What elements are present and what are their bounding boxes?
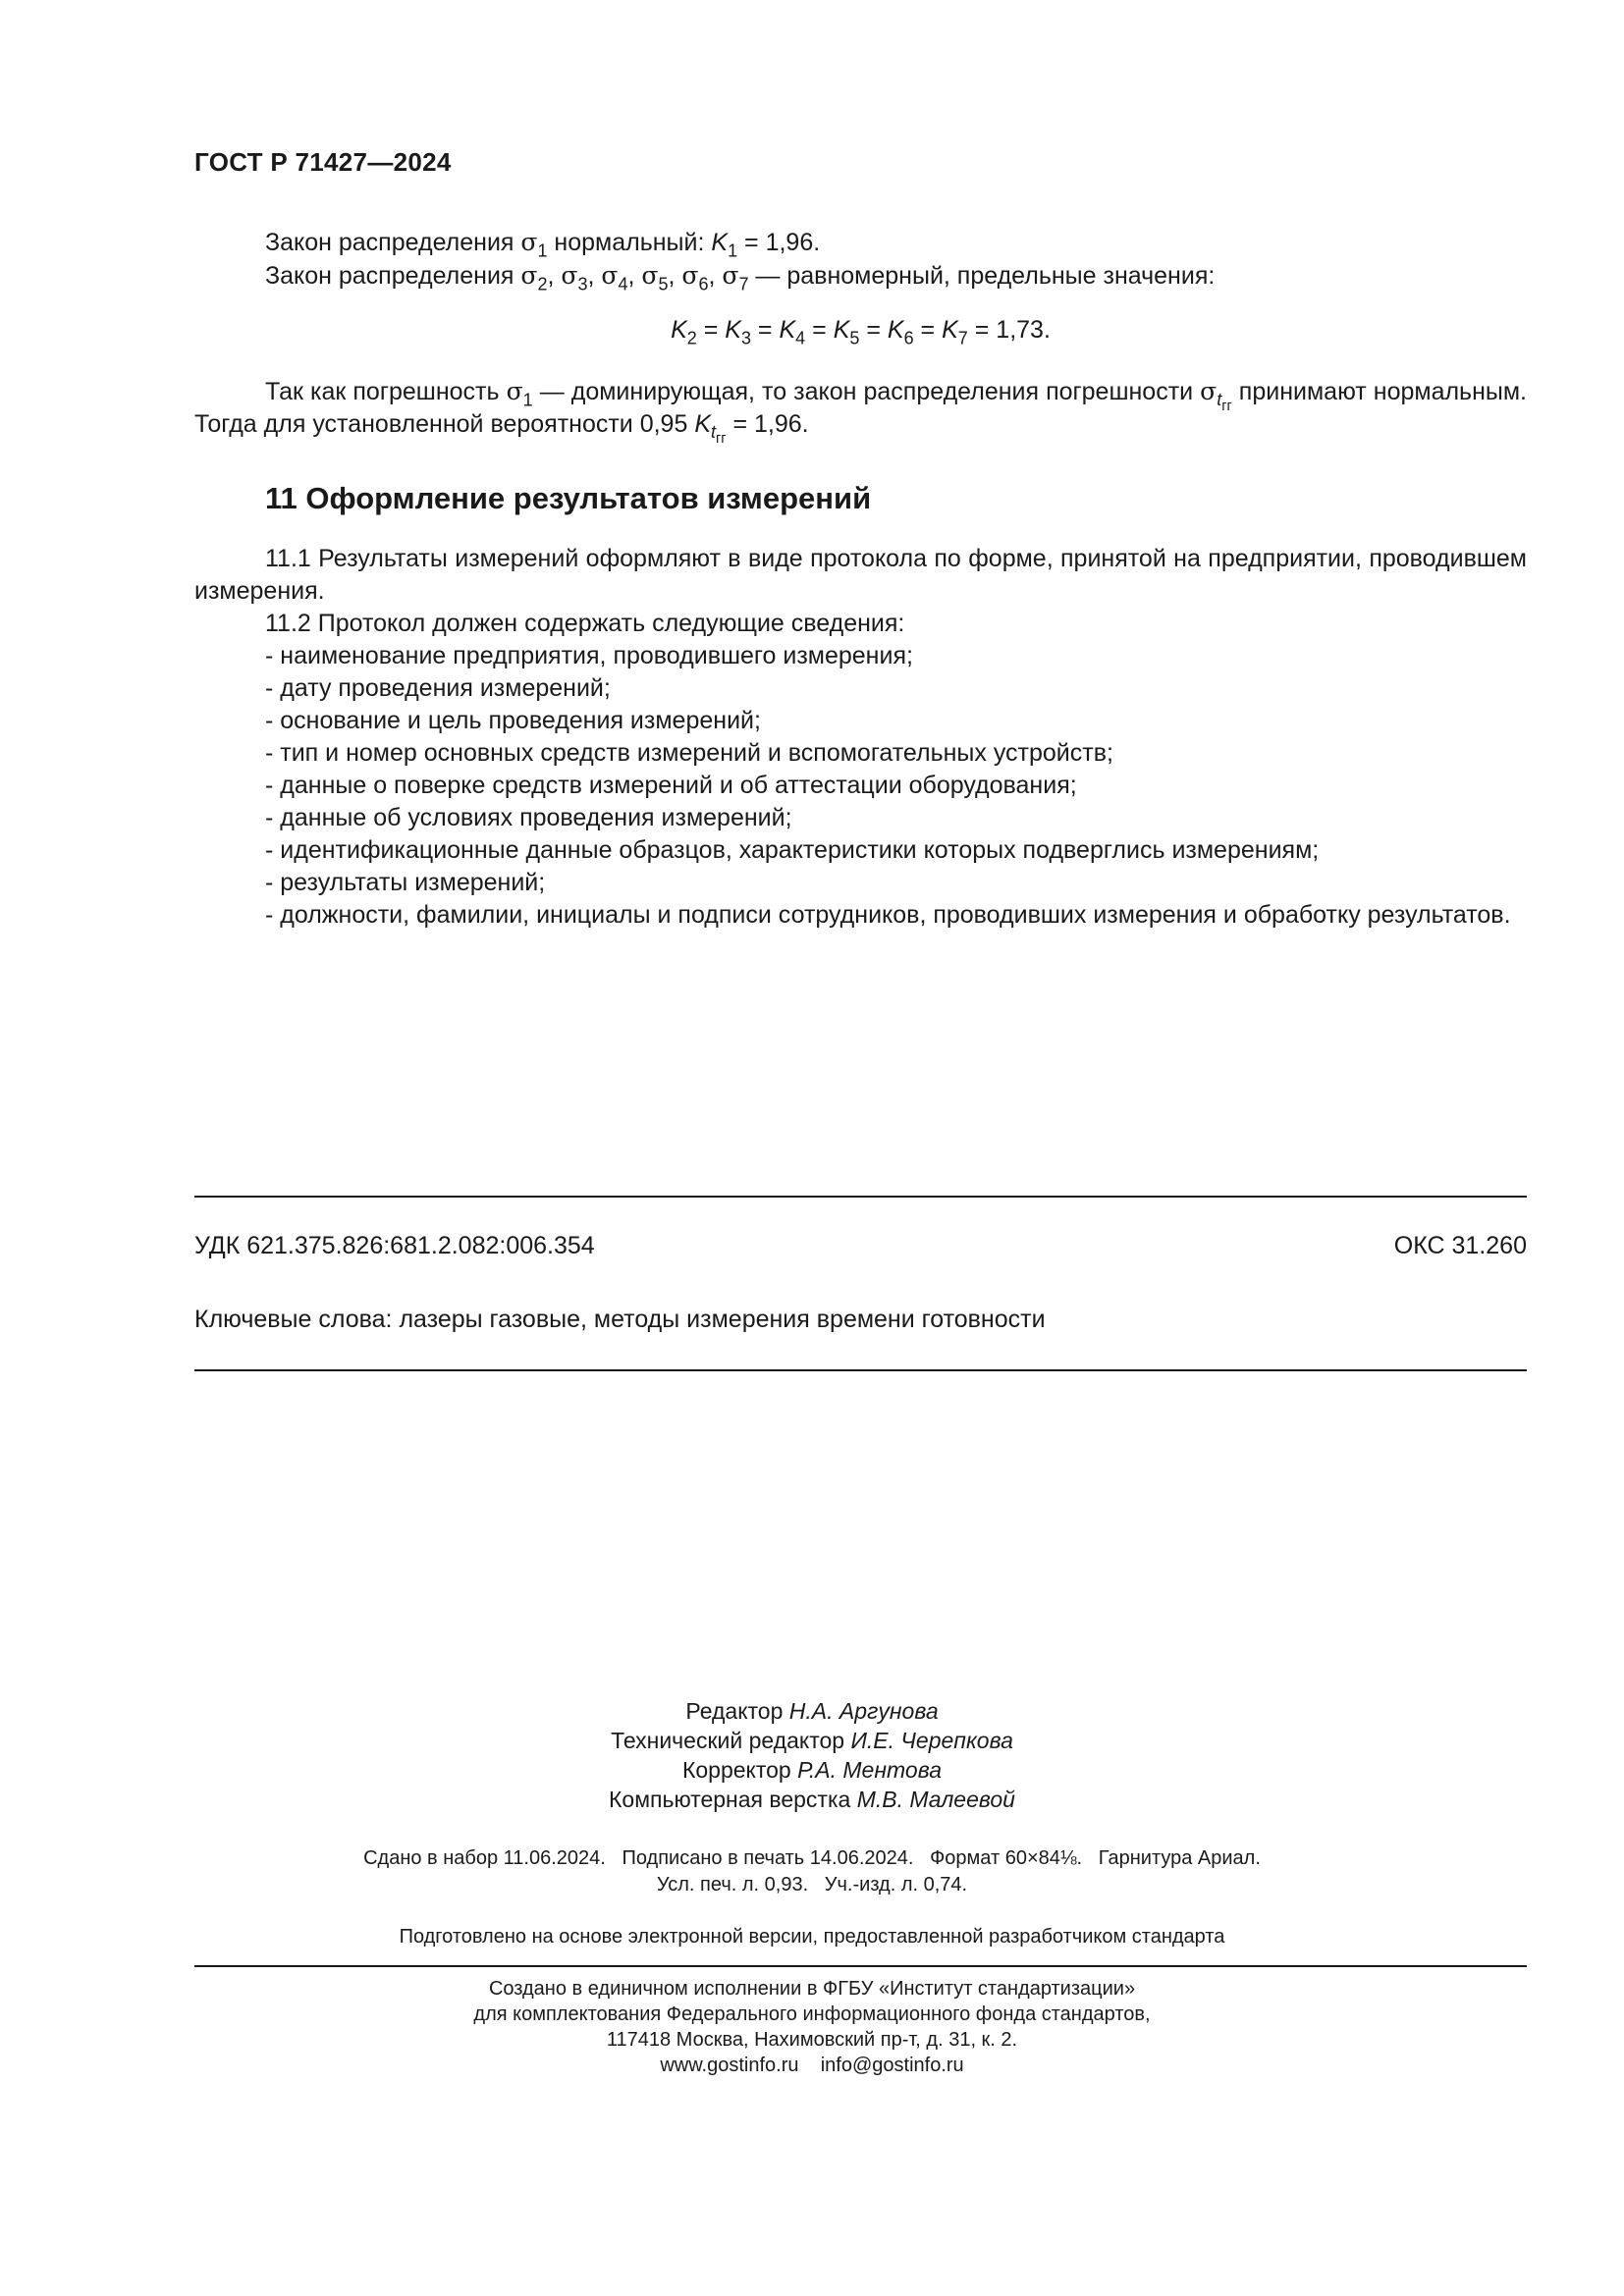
sigma-symbol: σ bbox=[601, 261, 619, 290]
sigma-list: $\sigma_2$, $\sigma_3$, $\sigma_4$, $\sigma_5$, $\sigma_6$, $\sigma_7$ bbox=[520, 261, 749, 294]
k-subscript: 6 bbox=[903, 328, 914, 348]
k-variable: K bbox=[779, 316, 796, 344]
sigma-subscript: 7 bbox=[738, 274, 749, 294]
imprint-line-2: Усл. печ. л. 0,93. Уч.-изд. л. 0,74. bbox=[656, 1874, 968, 1896]
section-heading: 11 Оформление результатов измерений bbox=[265, 481, 872, 515]
sigma-subscript: 2 bbox=[537, 274, 548, 294]
k-subscript: 3 bbox=[740, 328, 751, 348]
k-variable: K bbox=[942, 316, 958, 344]
section-paragraph-11-2: 11.2 Протокол должен содержать следующие сведения: bbox=[265, 610, 905, 637]
k-subscript: 2 bbox=[686, 328, 697, 348]
k-subscript: 5 bbox=[849, 328, 860, 348]
credit-technical-editor: Технический редактор И.Е. Черепкова bbox=[611, 1728, 1013, 1753]
sigma-symbol: σ bbox=[681, 261, 699, 290]
law-line-1: Закон распределения $\sigma_1$ нормальный: $K_1 = 1,96$. bbox=[265, 228, 821, 261]
list-item: - тип и номер основных средств измерений и вспомогательных устройств; bbox=[265, 739, 1113, 767]
credit-editor: Редактор Н.А. Аргунова bbox=[685, 1698, 939, 1724]
divider-bottom bbox=[194, 1369, 1527, 1371]
list-item: - данные о поверке средств измерений и об аттестации оборудования; bbox=[265, 772, 1077, 799]
print-imprint bbox=[0, 1845, 1624, 1898]
sigma-symbol: σ bbox=[722, 261, 739, 290]
sigma-symbol: σ bbox=[561, 261, 578, 290]
sigma-subscript: 4 bbox=[618, 274, 628, 294]
prepared-note: Подготовлено на основе электронной версии, предоставленной разработчиком стандарта bbox=[399, 1926, 1225, 1948]
sigma-subscript: 3 bbox=[577, 274, 588, 294]
sigma-symbol: σ bbox=[520, 261, 538, 290]
divider-top bbox=[194, 1196, 1527, 1198]
oks-code: ОКС 31.260 bbox=[1393, 1232, 1527, 1259]
keywords-line: Ключевые слова: лазеры газовые, методы измерения времени готовности bbox=[194, 1306, 1046, 1333]
publisher-line-2: для комплектования Федерального информационного фонда стандартов, bbox=[473, 2003, 1151, 2025]
list-item: - дату проведения измерений; bbox=[265, 674, 611, 702]
sigma-symbol: σ bbox=[641, 261, 659, 290]
credit-corrector: Корректор Р.А. Ментова bbox=[681, 1757, 942, 1783]
document-header: ГОСТ Р 71427—2024 bbox=[194, 147, 452, 177]
k-variable: K bbox=[833, 316, 850, 344]
requirements-list bbox=[194, 640, 1527, 932]
list-item: - основание и цель проведения измерений; bbox=[265, 707, 761, 734]
editorial-credits bbox=[0, 1696, 1624, 1814]
k-variable: K bbox=[725, 316, 741, 344]
sigma-subscript: 6 bbox=[698, 274, 709, 294]
k-variable: K bbox=[887, 316, 904, 344]
publisher-links: www.gostinfo.ru info@gostinfo.ru bbox=[660, 2055, 964, 2076]
law-line-2: Закон распределения $\sigma_2$, $\sigma_3$, $\sigma_4$, $\sigma_5$, $\sigma_6$, $\sigma_7$ — равномерный, предельные значения: bbox=[265, 261, 1216, 294]
udk-code: УДК 621.375.826:681.2.082:006.354 bbox=[194, 1232, 595, 1259]
publisher-line-3: 117418 Москва, Нахимовский пр-т, д. 31, к. 2. bbox=[606, 2029, 1018, 2051]
credit-layout: Компьютерная верстка М.В. Малеевой bbox=[609, 1787, 1015, 1812]
equation-k-values: $K_2 = K_3 = K_4 = K_5 = K_6 = K_7 = 1,73$. bbox=[671, 316, 1051, 348]
dominant-error-paragraph: Так как погрешность $\sigma_1$ — доминирующая, то закон распределения погрешности $\sigma_{t_{гг}}$ принимают нормальным. Тогда для установленной вероятности 0,95 $K_{t_{гг}} = 1,96$. bbox=[194, 377, 1527, 448]
list-item: - результаты измерений; bbox=[265, 869, 546, 896]
k-subscript: 4 bbox=[795, 328, 806, 348]
list-item: - идентификационные данные образцов, характеристики которых подверглись измерениям; bbox=[265, 836, 1320, 864]
publisher-info bbox=[0, 1976, 1624, 2078]
list-item: - наименование предприятия, проводившего измерения; bbox=[265, 642, 913, 669]
list-item: - должности, фамилии, инициалы и подписи сотрудников, проводивших измерения и обработку результатов. bbox=[265, 901, 1511, 929]
sigma-subscript: 5 bbox=[658, 274, 669, 294]
list-item: - данные об условиях проведения измерений; bbox=[265, 804, 792, 831]
k-subscript: 7 bbox=[957, 328, 968, 348]
imprint-line-1: Сдано в набор 11.06.2024. Подписано в печать 14.06.2024. Формат 60×84⅛. Гарнитура Ариал. bbox=[363, 1847, 1261, 1869]
divider-footer bbox=[194, 1965, 1527, 1967]
k-variable: K bbox=[671, 316, 687, 344]
publisher-line-1: Создано в единичном исполнении в ФГБУ «Институт стандартизации» bbox=[488, 1978, 1136, 2000]
section-paragraph-11-1: 11.1 Результаты измерений оформляют в виде протокола по форме, принятой на предприятии, проводившем измерения. bbox=[194, 545, 1527, 605]
